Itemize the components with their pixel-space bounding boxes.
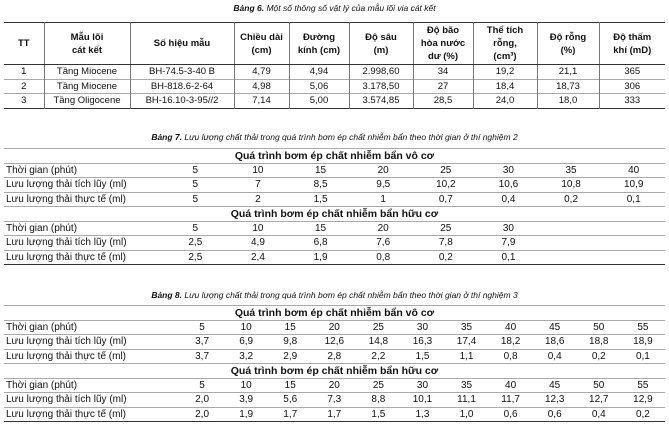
table8-cell: 50 (577, 378, 621, 393)
table8-cell: 0,2 (621, 407, 665, 422)
table8-cell: 14,8 (356, 335, 400, 350)
table7-cell: 0,2 (415, 250, 478, 265)
table7-cell: 5 (164, 221, 227, 236)
table6-cell: 18,4 (473, 79, 537, 94)
table6-cell: 19,2 (473, 65, 537, 80)
table8-cell: 11,1 (445, 393, 489, 408)
table6-cell: BH-16.10-3-95//2 (130, 94, 234, 109)
table8-cell: 2,2 (356, 349, 400, 364)
table8-cell: 40 (489, 378, 533, 393)
table6-cell: 333 (599, 94, 665, 109)
table7-cell: 30 (477, 163, 540, 178)
table8-cell: 18,6 (533, 335, 577, 350)
table8-cell: 1,3 (400, 407, 444, 422)
table6-row (4, 65, 665, 80)
table8-cell: 7,3 (312, 393, 356, 408)
table6-cell: 1 (21, 66, 27, 78)
table8-cell: 10,1 (400, 393, 444, 408)
table6-header-cell: Thể tích rỗng, (cm³) (473, 23, 537, 65)
table6-cell: 5,00 (289, 94, 349, 109)
table6-cell: 24,0 (473, 94, 537, 109)
table8-cell: 1,5 (356, 407, 400, 422)
table6-cell: Tầng Oligocene (44, 94, 130, 109)
table6-cell: 3.178,50 (349, 79, 413, 94)
table6-cell: 5,06 (289, 79, 349, 94)
table7-cell: 25 (415, 221, 478, 236)
table7-cell: 0,7 (415, 192, 478, 207)
table8-cell: 20 (312, 320, 356, 335)
table8-cell: 3,9 (224, 393, 268, 408)
table7-cell: 10,9 (602, 178, 665, 193)
table7-row-label: Thời gian (phút) (4, 163, 164, 178)
table7-cell: 1 (352, 192, 415, 207)
table8-cell: 0,8 (489, 349, 533, 364)
table8-cell: 45 (533, 320, 577, 335)
table7-row (4, 250, 665, 265)
table8-cell: 0,4 (577, 407, 621, 422)
table8-row (4, 393, 665, 408)
table6-cell: 4,94 (289, 65, 349, 80)
table8-cell: 0,6 (489, 407, 533, 422)
table8-cell: 45 (533, 378, 577, 393)
table8-cell: 3,7 (180, 349, 224, 364)
table8-cell: 0,6 (533, 407, 577, 422)
table6-cell: 34 (413, 65, 473, 80)
table7-cell: 7 (227, 178, 290, 193)
table7-cell: 10,2 (415, 178, 478, 193)
table8-row (4, 335, 665, 350)
table6-header-cell: Độ thấm khí (mD) (599, 23, 665, 65)
table7-row-label: Lưu lượng thải tích lũy (ml) (4, 236, 164, 251)
table7-cell: 10,8 (540, 178, 603, 193)
table7-row-label: Thời gian (phút) (4, 221, 164, 236)
table6-header-cell: Độ sâu (m) (349, 23, 413, 65)
table7-cell: 0,1 (477, 250, 540, 265)
table8-cell: 5 (180, 378, 224, 393)
table7-row (4, 236, 665, 251)
table7-cell (602, 236, 665, 251)
table7-section-row (4, 207, 665, 222)
table8-cell: 1,5 (400, 349, 444, 364)
table8-cell: 15 (268, 378, 312, 393)
table8-cell: 18,8 (577, 335, 621, 350)
table7-cell: 15 (289, 163, 352, 178)
table8-cell: 16,3 (400, 335, 444, 350)
table7-row (4, 192, 665, 207)
table7-row (4, 178, 665, 193)
table6-header-cell: Độ bão hòa nước dư (%) (413, 23, 473, 65)
table7-cell: 35 (540, 163, 603, 178)
table8-row-label: Lưu lượng thải thực tế (ml) (4, 349, 180, 364)
table8-row (4, 378, 665, 393)
table7-cell (540, 250, 603, 265)
table8-cell: 6,9 (224, 335, 268, 350)
table7-cell: 4,9 (227, 236, 290, 251)
table8-cell: 5 (180, 320, 224, 335)
table6-cell: 4,79 (234, 65, 289, 80)
table7-caption-label: Bảng 7. (151, 132, 183, 142)
table8-caption (0, 290, 669, 300)
table8-cell: 30 (400, 320, 444, 335)
table7-cell: 5 (164, 192, 227, 207)
table6-header-cell: Đường kính (cm) (289, 23, 349, 65)
table8-cell: 50 (577, 320, 621, 335)
table8-cell: 35 (445, 320, 489, 335)
table7-cell: 9,5 (352, 178, 415, 193)
table7-cell: 2,5 (164, 236, 227, 251)
table8-row-label: Lưu lượng thải tích lũy (ml) (4, 335, 180, 350)
table8-cell: 20 (312, 378, 356, 393)
table8-cell: 55 (621, 378, 665, 393)
table8-section-row (4, 364, 665, 379)
table8-cell: 15 (268, 320, 312, 335)
table8-cell: 12,9 (621, 393, 665, 408)
table7-row-label: Lưu lượng thải thực tế (ml) (4, 250, 164, 265)
table7-cell: 7,8 (415, 236, 478, 251)
table6-cell: 306 (599, 79, 665, 94)
table8-cell: 40 (489, 320, 533, 335)
table6-caption-label: Bảng 6. (233, 3, 265, 13)
table8-cell: 12,6 (312, 335, 356, 350)
table6-header-cell: TT (4, 23, 44, 65)
table8-row-label: Thời gian (phút) (4, 320, 180, 335)
table7-cell: 0,1 (602, 192, 665, 207)
table7-cell: 20 (352, 163, 415, 178)
table8-cell: 2,0 (180, 407, 224, 422)
table6-cell: 18,73 (537, 79, 599, 94)
table6-cell: 3 (4, 94, 44, 109)
table6-cell: BH-74.5-3-40 B (130, 65, 234, 80)
table6-cell: 18,0 (537, 94, 599, 109)
table7-row (4, 163, 665, 178)
table8-cell: 55 (621, 320, 665, 335)
table6-cell: 7,14 (234, 94, 289, 109)
table6-header-cell: Chiều dài (cm) (234, 23, 289, 65)
table8-caption-label: Bảng 8. (151, 290, 183, 300)
table8-section-title: Quá trình bơm ép chất nhiễm bẩn vô cơ (4, 306, 665, 321)
table6-cell: BH-818.6-2-64 (130, 79, 234, 94)
table6-caption-text: Một số thông số vật lý của mẫu lõi via cát kết (266, 3, 436, 13)
table7-cell: 7,9 (477, 236, 540, 251)
table6-caption (0, 3, 669, 13)
table8-cell: 1,9 (224, 407, 268, 422)
table7-cell: 2,4 (227, 250, 290, 265)
table8-cell: 1,7 (268, 407, 312, 422)
table7-cell: 7,6 (352, 236, 415, 251)
table8-cell: 2,9 (268, 349, 312, 364)
table6-cell: 365 (599, 65, 665, 80)
table8-cell: 30 (400, 378, 444, 393)
table7-cell: 0,8 (352, 250, 415, 265)
table7-cell: 10 (227, 163, 290, 178)
table6-cell: 28,5 (413, 94, 473, 109)
table8-section-row (4, 306, 665, 321)
table7-cell: 2,5 (164, 250, 227, 265)
table8-row (4, 349, 665, 364)
table8-cell: 17,4 (445, 335, 489, 350)
table7-section-title: Quá trình bơm ép chất nhiễm bẩn hữu cơ (4, 207, 665, 222)
table7-cell: 0,4 (477, 192, 540, 207)
table8-cell: 25 (356, 320, 400, 335)
table6-cell: 21,1 (537, 65, 599, 80)
table8-cell: 0,2 (577, 349, 621, 364)
table8-row-label: Lưu lượng thải thực tế (ml) (4, 407, 180, 422)
table7-cell: 5 (164, 178, 227, 193)
table6-header-cell: Độ rỗng (%) (537, 23, 599, 65)
table8-cell: 9,8 (268, 335, 312, 350)
table7-cell: 25 (415, 163, 478, 178)
table8-cell: 1,7 (312, 407, 356, 422)
table8-cell: 10 (224, 378, 268, 393)
table7-row-label: Lưu lượng thải tích lũy (ml) (4, 178, 164, 193)
table8-row-label: Thời gian (phút) (4, 378, 180, 393)
table7-cell (540, 221, 603, 236)
table7-cell: 15 (289, 221, 352, 236)
table7-cell (540, 236, 603, 251)
table6-cell: 2.998,60 (349, 65, 413, 80)
table7-cell: 20 (352, 221, 415, 236)
table8-cell: 10 (224, 320, 268, 335)
table7-row-label: Lưu lượng thải thực tế (ml) (4, 192, 164, 207)
table6 (4, 22, 665, 109)
table8-row-label: Lưu lượng thải tích lũy (ml) (4, 393, 180, 408)
table7-caption-text: Lưu lượng chất thải trong quá trình bơm ép chất nhiễm bẩn theo thời gian ở thí nghiệm 2 (184, 132, 518, 142)
table7-cell (602, 250, 665, 265)
table8-row (4, 320, 665, 335)
table6-cell: 4,98 (234, 79, 289, 94)
table6-cell: Tầng Miocene (44, 79, 130, 94)
table8-cell: 1,0 (445, 407, 489, 422)
table8-cell: 3,2 (224, 349, 268, 364)
table7-cell: 0,2 (540, 192, 603, 207)
table7-cell: 1,9 (289, 250, 352, 265)
table8-cell: 8,8 (356, 393, 400, 408)
table8-cell: 12,3 (533, 393, 577, 408)
table8-cell: 2,0 (180, 393, 224, 408)
table8-cell: 12,7 (577, 393, 621, 408)
table8-cell: 5,6 (268, 393, 312, 408)
table8-cell: 11,7 (489, 393, 533, 408)
table7-caption (0, 132, 669, 142)
table8-cell: 1,1 (445, 349, 489, 364)
table7-cell: 2 (227, 192, 290, 207)
table7-section-title: Quá trình bơm ép chất nhiễm bẩn vô cơ (4, 149, 665, 164)
table7-cell: 30 (477, 221, 540, 236)
table7-cell: 1,5 (289, 192, 352, 207)
table7 (4, 148, 665, 265)
table8-section-title: Quá trình bơm ép chất nhiễm bẩn hữu cơ (4, 364, 665, 379)
table8-cell: 25 (356, 378, 400, 393)
table8-cell: 0,4 (533, 349, 577, 364)
table6-header-cell: Mẫu lõi cát kết (44, 23, 130, 65)
table6-cell: 2 (4, 79, 44, 94)
table7-cell: 40 (602, 163, 665, 178)
table8-cell: 35 (445, 378, 489, 393)
table6-row (4, 94, 665, 109)
table6-cell: 27 (413, 79, 473, 94)
table8-cell: 3,7 (180, 335, 224, 350)
table7-cell: 10 (227, 221, 290, 236)
table7-cell: 10,6 (477, 178, 540, 193)
table8 (4, 305, 665, 422)
table6-cell: 3.574,85 (349, 94, 413, 109)
table7-section-row (4, 149, 665, 164)
table7-cell: 8,5 (289, 178, 352, 193)
table7-cell (602, 221, 665, 236)
table6-row (4, 79, 665, 94)
table6-cell: Tầng Miocene (44, 65, 130, 80)
table8-cell: 2,8 (312, 349, 356, 364)
table7-cell: 5 (164, 163, 227, 178)
table8-cell: 18,2 (489, 335, 533, 350)
table6-header-cell: Số hiệu mẫu (130, 23, 234, 65)
table7-row (4, 221, 665, 236)
table8-cell: 0,1 (621, 349, 665, 364)
table8-cell: 18,9 (621, 335, 665, 350)
table8-row (4, 407, 665, 422)
table7-cell: 6,8 (289, 236, 352, 251)
table8-caption-text: Lưu lượng chất thải trong quá trình bơm ép chất nhiễm bẩn theo thời gian ở thí nghiệm 3 (184, 290, 518, 300)
